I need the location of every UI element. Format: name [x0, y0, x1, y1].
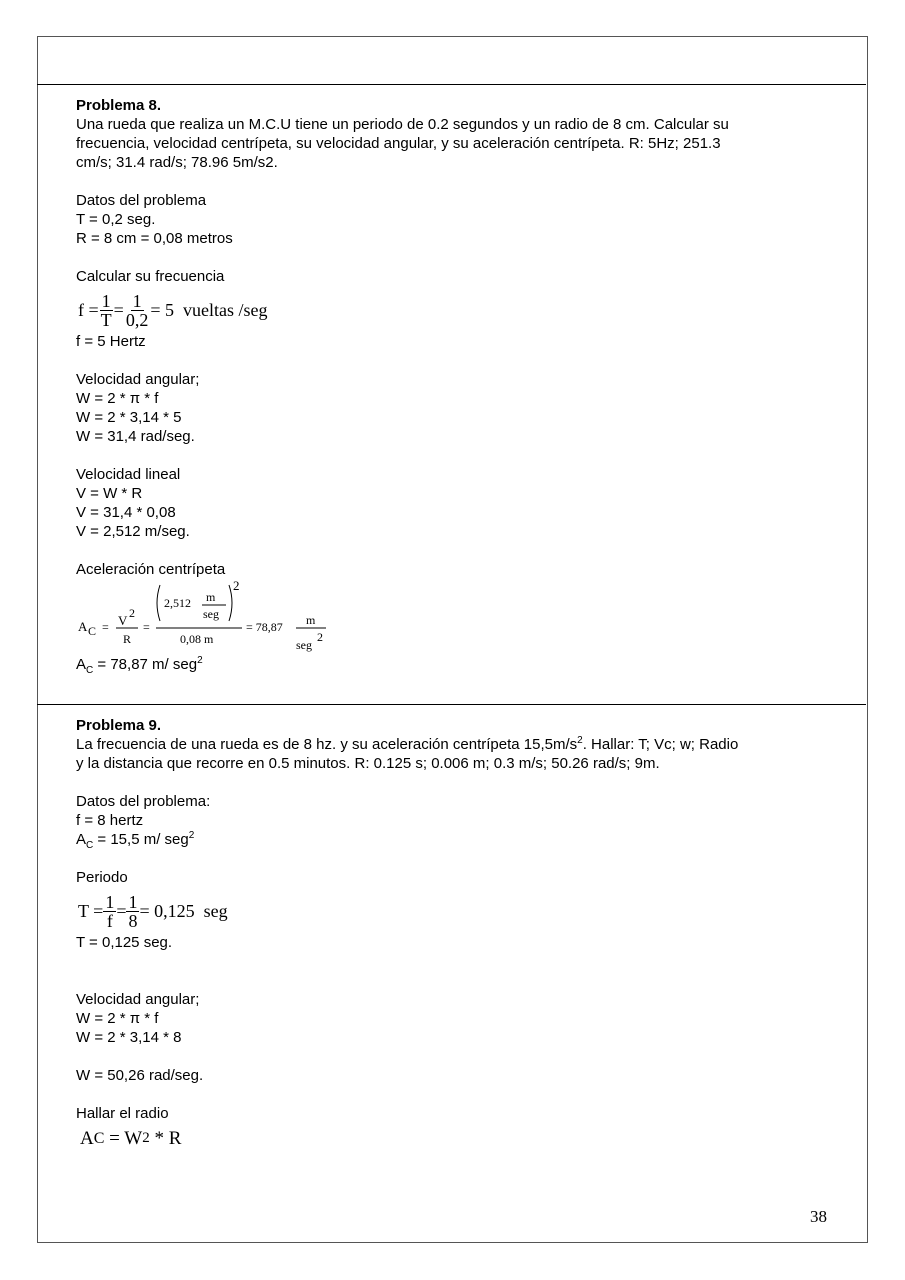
eq-a-sub: C [88, 624, 97, 638]
acceleration-title: Aceleración centrípeta [76, 561, 226, 578]
problem-8-statement-line: cm/s; 31.4 rad/s; 78.96 5m/s2. [76, 154, 278, 171]
angular-line: W = 2 * π * f [76, 390, 159, 407]
angular-velocity-title: Velocidad angular; [76, 991, 200, 1008]
unit-square: 2 [317, 630, 323, 644]
fraction [124, 292, 151, 329]
radius-title: Hallar el radio [76, 1105, 169, 1122]
frequency-title: Calcular su frecuencia [76, 268, 225, 285]
eq-rhs: = 5 vueltas /seg [150, 299, 268, 320]
eq-result: = 78,87 [246, 620, 283, 634]
angular-line: W = 2 * 3,14 * 8 [76, 1029, 182, 1046]
problem-9-title: Problema 9. [76, 717, 162, 734]
statement-text: La frecuencia de una rueda es de 8 hz. y su aceleración centrípeta 15,5m/s [76, 736, 578, 753]
denominator: T [100, 309, 112, 330]
frequency-result: f = 5 Hertz [76, 333, 146, 350]
superscript: 2 [188, 830, 195, 841]
numerator: 1 [128, 891, 138, 912]
right-paren [229, 585, 232, 621]
denominator: 0,2 [125, 309, 149, 330]
problem-8-title: Problema 8. [76, 97, 162, 114]
linear-line: V = 2,512 m/seg. [76, 523, 190, 540]
header-rule [37, 84, 866, 85]
acceleration-equation-svg [76, 579, 376, 655]
fraction [103, 893, 116, 930]
outer-square: 2 [233, 579, 240, 593]
a-subscript: C [93, 1129, 105, 1147]
linear-line: V = 31,4 * 0,08 [76, 504, 176, 521]
problem-8-statement-line: Una rueda que realiza un M.C.U tiene un periodo de 0.2 segundos y un radio de 8 cm. Calcular su [76, 116, 729, 133]
datos-title: Datos del problema: [76, 793, 211, 810]
fraction [99, 292, 114, 329]
superscript: 2 [197, 655, 203, 666]
dato-line: R = 8 cm = 0,08 metros [76, 230, 233, 247]
statement-text: . Hallar: T; Vc; w; Radio [582, 736, 739, 753]
left-paren [157, 585, 160, 621]
eq-sign: = [116, 900, 127, 921]
radius-equation [80, 1123, 836, 1153]
eq-a: A [78, 619, 88, 634]
angular-result: W = 50,26 rad/seg. [76, 1067, 204, 1084]
eq-sign: = [102, 620, 109, 634]
unit-numerator: m [306, 613, 316, 627]
a-subscript: C [86, 665, 94, 676]
a-letter: A [80, 1127, 94, 1149]
main-denominator: 0,08 m [180, 632, 214, 646]
problem-8 [76, 96, 836, 674]
a-letter: A [76, 656, 87, 673]
eq-rhs: = 0,125 seg [139, 900, 228, 921]
period-equation [78, 889, 836, 933]
denominator: 8 [128, 910, 138, 931]
acceleration-equation [76, 579, 836, 655]
datos-title: Datos del problema [76, 192, 207, 209]
dato-line [76, 830, 836, 849]
dato-line: f = 8 hertz [76, 812, 144, 829]
linear-line: V = W * R [76, 485, 143, 502]
linear-velocity-title: Velocidad lineal [76, 466, 181, 483]
numerator: 1 [101, 290, 111, 311]
eq-v: V [118, 613, 128, 628]
numerator: 1 [105, 891, 115, 912]
eq-rest: * R [149, 1127, 182, 1149]
eq-r: R [123, 632, 132, 646]
eq-sign: = [143, 620, 150, 634]
eq-v-sq: 2 [129, 606, 135, 620]
eq-sign: = [113, 299, 124, 320]
angular-velocity-title: Velocidad angular; [76, 371, 200, 388]
eq-lhs: T = [78, 900, 104, 921]
acceleration-result [76, 655, 836, 674]
inner-value: 2,512 [164, 596, 191, 610]
eq-mid: = W [104, 1127, 143, 1149]
problem-9-statement-line: y la distancia que recorre en 0.5 minutos. R: 0.125 s; 0.006 m; 0.3 m/s; 50.26 rad/s; 9m. [76, 755, 660, 772]
numerator: 1 [132, 290, 142, 311]
denominator: f [106, 910, 113, 931]
superscript: 2 [142, 1129, 150, 1146]
period-title: Periodo [76, 869, 128, 886]
superscript: 2 [577, 735, 583, 746]
section-divider [37, 704, 866, 705]
fraction [126, 893, 139, 930]
result-text: = 78,87 m/ seg [93, 656, 198, 673]
page-number: 38 [810, 1207, 827, 1226]
period-result: T = 0,125 seg. [76, 934, 173, 951]
angular-line: W = 2 * 3,14 * 5 [76, 409, 182, 426]
problem-8-statement-line: frecuencia, velocidad centrípeta, su velocidad angular, y su aceleración centrípeta. R: 5Hz; 251.3 [76, 135, 721, 152]
angular-line: W = 2 * π * f [76, 1010, 159, 1027]
dato-text: = 15,5 m/ seg [93, 831, 189, 848]
unit-denominator: seg [296, 638, 312, 652]
angular-line: W = 31,4 rad/seg. [76, 428, 195, 445]
dato-line: T = 0,2 seg. [76, 211, 156, 228]
a-letter: A [76, 831, 87, 848]
inner-numerator: m [206, 590, 216, 604]
problem-9-statement-line [76, 735, 836, 754]
inner-denominator: seg [203, 607, 219, 621]
eq-lhs: f = [78, 299, 99, 320]
a-subscript: C [86, 840, 94, 851]
frequency-equation [78, 288, 836, 332]
problem-9 [76, 716, 836, 1153]
